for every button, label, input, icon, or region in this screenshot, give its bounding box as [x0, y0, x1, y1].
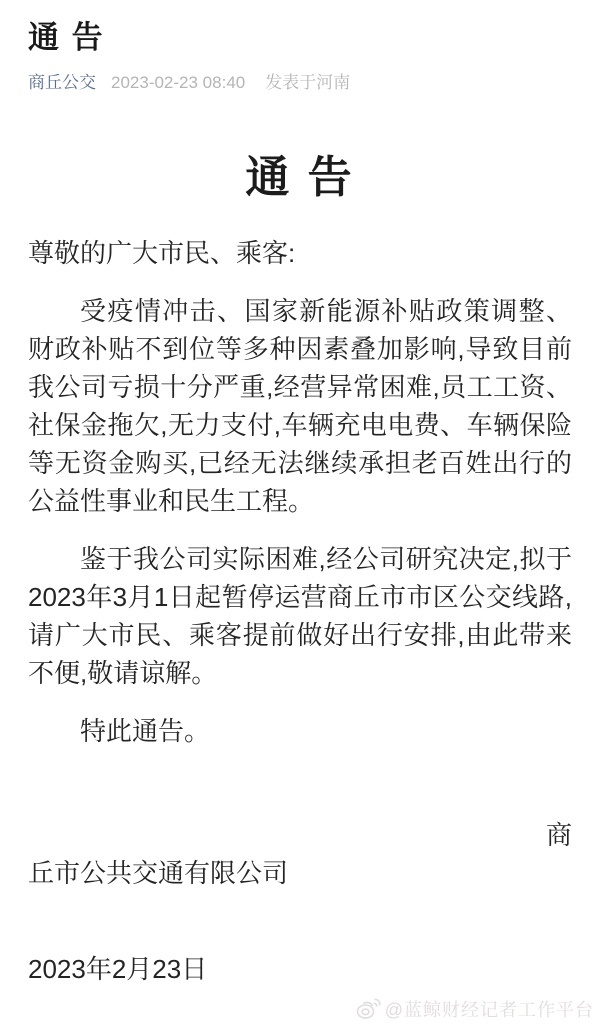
- notice-closing: 特此通告。: [80, 716, 211, 746]
- notice-salutation: 尊敬的广大市民、乘客:: [28, 238, 296, 268]
- signature-line-1: 商: [545, 820, 572, 850]
- publish-location: 发表于河南: [265, 73, 351, 92]
- weibo-watermark: [355, 996, 594, 1022]
- account-name-link[interactable]: 商丘公交: [28, 73, 96, 92]
- notice-image[interactable]: [28, 152, 572, 988]
- signature-line-2: 丘市公共交通有限公司: [28, 858, 289, 888]
- notice-title: 通 告: [245, 153, 355, 202]
- article-meta: [28, 72, 572, 94]
- notice-paragraph-2: 鉴于我公司实际困难,经公司研究决定,拟于2023年3月1日起暂停运营商丘市市区公交线路,请广大市民、乘客提前做好出行安排,由此带来不便,敬请谅解。: [28, 544, 572, 688]
- notice-date: 2023年2月23日: [28, 954, 208, 984]
- notice-signature: [28, 816, 572, 892]
- weibo-icon: [355, 998, 385, 1020]
- publish-time: 2023-02-23 08:40: [111, 73, 246, 92]
- watermark-text: @蓝鲸财经记者工作平台: [384, 1000, 594, 1020]
- page-title: 通 告: [28, 20, 105, 55]
- notice-paragraph-1: 受疫情冲击、国家新能源补贴政策调整、财政补贴不到位等多种因素叠加影响,导致目前我公司亏损十分严重,经营异常困难,员工工资、社保金拖欠,无力支付,车辆充电电费、车辆保险等无资金购买,已经无法继续承担老百姓出行的公益性事业和民生工程。: [28, 296, 572, 516]
